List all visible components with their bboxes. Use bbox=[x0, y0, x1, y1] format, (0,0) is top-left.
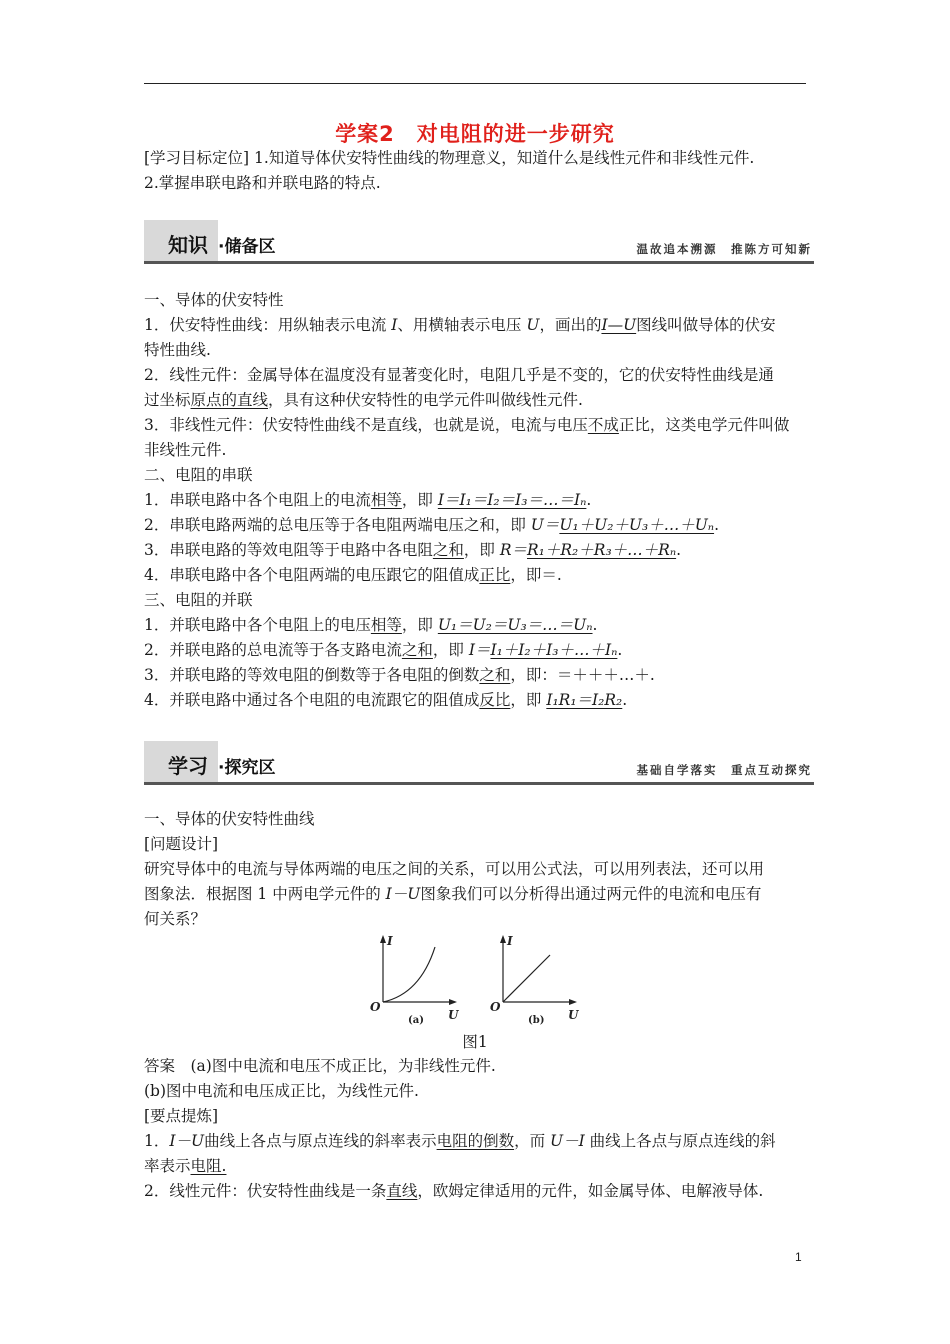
label-b-I: I bbox=[507, 934, 513, 948]
label-b-O: O bbox=[490, 1000, 501, 1014]
banner-title-rest: ·储备区 bbox=[218, 237, 276, 257]
series-4: 4．串联电路中各个电阻两端的电压跟它的阻值成正比，即＝. bbox=[144, 566, 562, 584]
banner-title-bold: 知识 bbox=[168, 233, 208, 257]
label-a-I: I bbox=[387, 934, 393, 948]
para-1b: 特性曲线. bbox=[144, 341, 211, 359]
section-banner-knowledge bbox=[144, 220, 814, 264]
answer-b: (b)图中电流和电压成正比，为线性元件. bbox=[144, 1082, 419, 1100]
series-2: 2．串联电路两端的总电压等于各电阻两端电压之和，即 U＝U₁＋U₂＋U₃＋…＋Uₙ. bbox=[144, 516, 719, 534]
problem-line-2: 图象法．根据图 1 中两电学元件的 I－U图象我们可以分析得出通过两元件的电流和电压有 bbox=[144, 885, 762, 903]
blank-answer: 之和 bbox=[479, 666, 511, 684]
formula: U₁＋U₂＋U₃＋…＋Uₙ bbox=[559, 516, 715, 534]
intro-line-1: [学习目标定位] 1.知道导体伏安特性曲线的物理意义，知道什么是线性元件和非线性元件. bbox=[144, 149, 755, 167]
para-2b: 过坐标原点的直线，具有这种伏安特性的电学元件叫做线性元件. bbox=[144, 391, 583, 409]
series-1: 1．串联电路中各个电阻上的电流相等，即 I＝I₁＝I₂＝I₃＝…＝Iₙ. bbox=[144, 491, 592, 509]
blank-answer: 电阻. bbox=[190, 1157, 227, 1175]
tag-key-points: [要点提炼] bbox=[144, 1107, 219, 1125]
banner-title-bold: 学习 bbox=[168, 754, 208, 778]
blank-answer: 直线 bbox=[386, 1182, 418, 1200]
blank-answer: 不成 bbox=[587, 416, 619, 434]
formula: I＝I₁＝I₂＝I₃＝…＝Iₙ bbox=[437, 491, 587, 509]
tag-question-design: [问题设计] bbox=[144, 835, 219, 853]
parallel-4: 4．并联电路中通过各个电阻的电流跟它的阻值成反比，即 I₁R₁＝I₂R₂. bbox=[144, 691, 628, 709]
parallel-2: 2．并联电路的总电流等于各支路电流之和，即 I＝I₁＋I₂＋I₃＋…＋Iₙ. bbox=[144, 641, 623, 659]
arrow-b-y bbox=[500, 935, 506, 943]
blank-answer: 相等 bbox=[370, 491, 402, 509]
series-3: 3．串联电路的等效电阻等于电路中各电阻之和，即 R＝R₁＋R₂＋R₃＋…＋Rₙ. bbox=[144, 541, 682, 559]
formula: U₁＝U₂＝U₃＝…＝Uₙ bbox=[437, 616, 593, 634]
line-linear bbox=[503, 955, 550, 1002]
blank-answer: 正比 bbox=[479, 566, 511, 584]
label-b: (b) bbox=[528, 1015, 545, 1026]
parallel-3: 3．并联电路的等效电阻的倒数等于各电阻的倒数之和，即：＝＋＋＋…＋. bbox=[144, 666, 655, 684]
para-1a: 1．伏安特性曲线：用纵轴表示电流 I、用横轴表示电压 U，画出的I—U图线叫做导体的伏安 bbox=[144, 316, 776, 334]
formula: I₁＋I₂＋I₃＋…＋Iₙ bbox=[490, 641, 618, 659]
arrow-a-x bbox=[449, 999, 457, 1005]
curve-nonlinear bbox=[383, 947, 435, 1002]
key-1a: 1．I－U曲线上各点与原点连线的斜率表示电阻的倒数，而 U－I 曲线上各点与原点连线的斜 bbox=[144, 1132, 776, 1150]
key-1b: 率表示电阻. bbox=[144, 1157, 227, 1175]
problem-line-3: 何关系？ bbox=[144, 910, 207, 928]
blank-answer: 原点的直线 bbox=[190, 391, 269, 409]
figure-caption: 图1 bbox=[462, 1033, 488, 1051]
arrow-b-x bbox=[569, 999, 577, 1005]
page-number: 1 bbox=[795, 1250, 802, 1264]
blank-answer: I—U bbox=[601, 316, 637, 334]
banner-title-rest: ·探究区 bbox=[218, 758, 276, 778]
heading-parallel: 三、电阻的并联 bbox=[144, 591, 253, 609]
intro-line-2: 2.掌握串联电路和并联电路的特点. bbox=[144, 174, 381, 192]
section-banner-study bbox=[144, 741, 814, 785]
arrow-a-y bbox=[380, 935, 386, 943]
blank-answer: 之和 bbox=[401, 641, 433, 659]
blank-answer: 之和 bbox=[432, 541, 464, 559]
para-2a: 2．线性元件：金属导体在温度没有显著变化时，电阻几乎是不变的，它的伏安特性曲线是通 bbox=[144, 366, 774, 384]
banner-tagline: 基础自学落实 重点互动探究 bbox=[636, 763, 812, 777]
banner-rule bbox=[144, 782, 814, 785]
para-3a: 3．非线性元件：伏安特性曲线不是直线，也就是说，电流与电压不成正比，这类电学元件叫做 bbox=[144, 416, 790, 434]
label-a: (a) bbox=[408, 1015, 424, 1026]
heading-iv-characteristics: 一、导体的伏安特性 bbox=[144, 291, 284, 309]
heading-iv-curve: 一、导体的伏安特性曲线 bbox=[144, 810, 315, 828]
answer-a: 答案 (a)图中电流和电压不成正比，为非线性元件. bbox=[144, 1057, 496, 1075]
heading-series: 二、电阻的串联 bbox=[144, 466, 253, 484]
blank-answer: 电阻的倒数 bbox=[436, 1132, 515, 1150]
blank-answer: 相等 bbox=[370, 616, 402, 634]
blank-answer: 反比 bbox=[479, 691, 511, 709]
para-3b: 非线性元件. bbox=[144, 441, 227, 459]
page-title: 学案2 对电阻的进一步研究 bbox=[335, 122, 615, 146]
figure-1-iv-graphs bbox=[360, 932, 600, 1027]
formula: I₁R₁＝I₂R₂ bbox=[546, 691, 623, 709]
header-rule bbox=[144, 83, 806, 84]
banner-rule bbox=[144, 261, 814, 264]
formula: R₁＋R₂＋R₃＋…＋Rₙ bbox=[527, 541, 677, 559]
key-2: 2．线性元件：伏安特性曲线是一条直线，欧姆定律适用的元件，如金属导体、电解液导体. bbox=[144, 1182, 764, 1200]
parallel-1: 1．并联电路中各个电阻上的电压相等，即 U₁＝U₂＝U₃＝…＝Uₙ. bbox=[144, 616, 598, 634]
label-b-U: U bbox=[568, 1008, 579, 1022]
banner-tagline: 温故追本溯源 推陈方可知新 bbox=[636, 242, 812, 256]
problem-line-1: 研究导体中的电流与导体两端的电压之间的关系，可以用公式法，可以用列表法，还可以用 bbox=[144, 860, 765, 878]
label-a-O: O bbox=[370, 1000, 381, 1014]
label-a-U: U bbox=[448, 1008, 459, 1022]
